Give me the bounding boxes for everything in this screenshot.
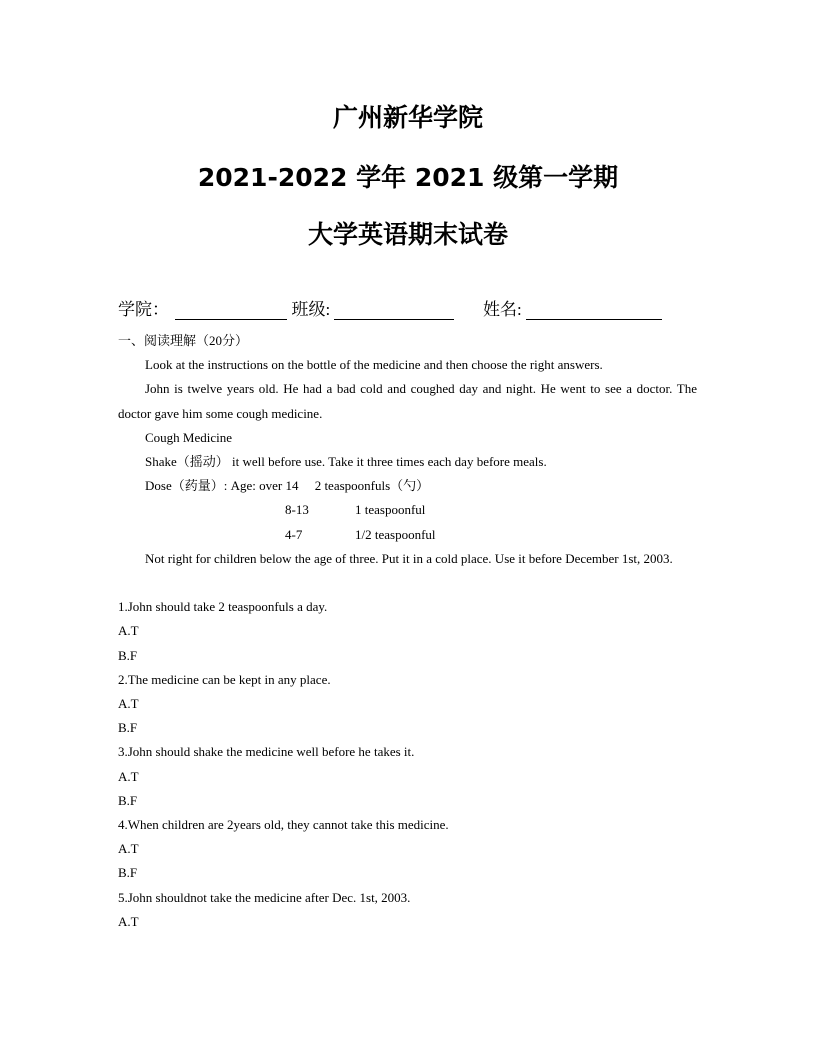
label-title: Cough Medicine <box>145 429 233 445</box>
question: 4.When children are 2years old, they cannot take this medicine. <box>118 817 449 833</box>
dose-row <box>118 523 697 547</box>
dose-age: 4-7 <box>285 526 303 542</box>
option[interactable]: B.F <box>118 720 138 736</box>
warning: Not right for children below the age of three. Put it in a cold place. Use it before December 1st, 2003. <box>145 550 673 566</box>
option[interactable]: B.F <box>118 865 138 881</box>
class-label: 班级: <box>291 300 331 319</box>
shake-instruction: Shake（摇动） it well before use. Take it three times each day before meals. <box>145 454 547 470</box>
passage: John is twelve years old. He had a bad cold and coughed day and night. He went to see a doctor. The doctor gave him some cough medicine. <box>118 381 697 421</box>
option[interactable]: A.T <box>118 768 139 784</box>
student-info <box>118 295 662 320</box>
option[interactable]: B.F <box>118 647 138 663</box>
dose-line: Dose（药量）: Age: over 14 2 teaspoonfuls（勺） <box>145 478 430 494</box>
class-field[interactable] <box>334 301 454 320</box>
option[interactable]: B.F <box>118 792 138 808</box>
college-label: 学院： <box>118 300 169 319</box>
term-title: 2021-2022 学年 2021 级第一学期 <box>197 163 619 192</box>
question: 1.John should take 2 teaspoonfuls a day. <box>118 599 328 615</box>
dose-amount: 1 teaspoonful <box>355 502 426 518</box>
name-label: 姓名: <box>482 300 522 319</box>
option[interactable]: A.T <box>118 841 139 857</box>
option[interactable]: A.T <box>118 623 139 639</box>
question: 2.The medicine can be kept in any place. <box>118 671 331 687</box>
college-field[interactable] <box>175 301 287 320</box>
reading-section <box>118 329 697 934</box>
dose-amount: 1/2 teaspoonful <box>355 526 436 542</box>
name-field[interactable] <box>526 301 662 320</box>
exam-title: 大学英语期末试卷 <box>307 220 508 249</box>
option[interactable]: A.T <box>118 696 139 712</box>
school-title: 广州新华学院 <box>332 103 483 132</box>
section-heading: 一、阅读理解（20分） <box>118 333 249 348</box>
dose-age: 8-13 <box>285 502 309 518</box>
question: 5.John shouldnot take the medicine after Dec. 1st, 2003. <box>118 889 411 905</box>
option[interactable]: A.T <box>118 913 139 929</box>
dose-row <box>118 498 697 522</box>
question: 3.John should shake the medicine well before he takes it. <box>118 744 415 760</box>
instruction: Look at the instructions on the bottle of the medicine and then choose the right answers. <box>145 357 603 373</box>
